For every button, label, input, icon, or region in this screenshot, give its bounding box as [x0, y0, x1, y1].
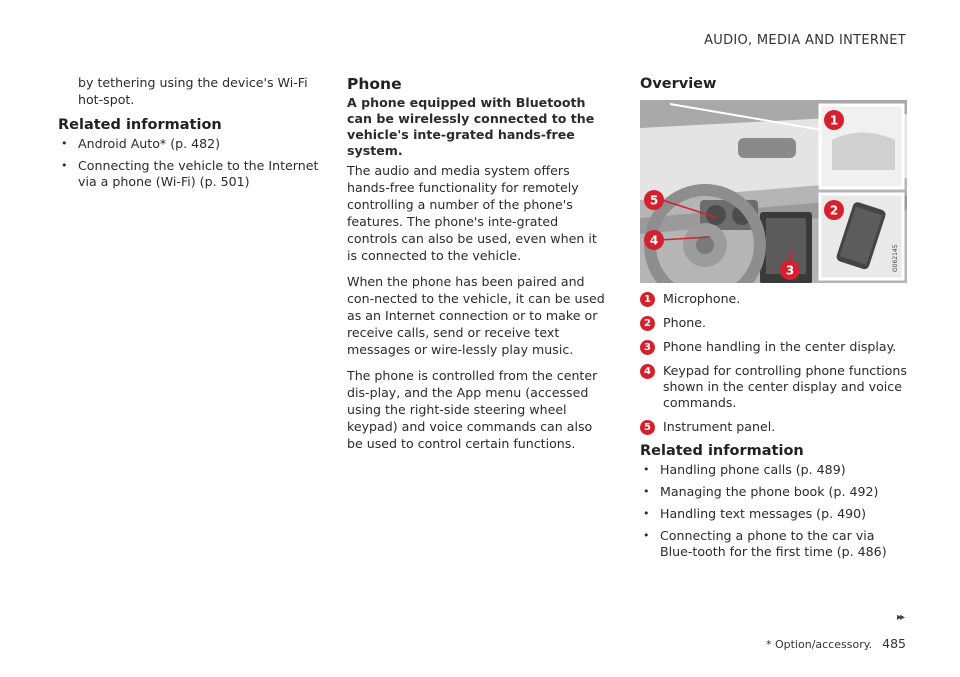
- related-item[interactable]: [640, 484, 908, 500]
- running-header: AUDIO, MEDIA AND INTERNET: [704, 33, 906, 48]
- page-number: 485: [882, 636, 906, 651]
- page-footer: [766, 636, 906, 651]
- dashboard-illustration: [640, 100, 907, 283]
- bullet-icon: •: [643, 485, 650, 498]
- svg-text:5: 5: [649, 193, 659, 208]
- related-item[interactable]: [58, 136, 320, 152]
- related-link[interactable]: Connecting a phone to the car via Blue-tooth for the first time (p. 486): [660, 528, 887, 559]
- bullet-icon: •: [643, 529, 650, 542]
- column-middle: [347, 74, 609, 461]
- continue-arrows-icon: ▸▸: [896, 612, 903, 623]
- legend-item: [640, 363, 908, 411]
- continuation-text: by tethering using the device's Wi-Fi hot-spot.: [78, 75, 308, 107]
- legend-item: [640, 315, 908, 331]
- overview-heading: Overview: [640, 76, 717, 92]
- legend-text: Microphone.: [663, 291, 741, 306]
- svg-text:2: 2: [829, 203, 839, 218]
- callout-4: [644, 230, 664, 250]
- bullet-icon: •: [61, 137, 68, 150]
- callout-3: [780, 260, 800, 280]
- figure-legend: [640, 291, 908, 435]
- footnote: * Option/accessory.: [765, 638, 873, 651]
- svg-text:1: 1: [829, 113, 839, 128]
- section-title: Phone: [347, 75, 402, 93]
- bullet-icon: •: [643, 463, 650, 476]
- related-info-heading: Related information: [58, 117, 222, 133]
- legend-number-badge: 1: [640, 292, 655, 307]
- bullet-icon: •: [643, 507, 650, 520]
- legend-number-badge: 3: [640, 340, 655, 355]
- related-link[interactable]: Android Auto* (p. 482): [78, 136, 221, 151]
- body-paragraph: The phone is controlled from the center dis-play, and the App menu (accessed using the right-side steering wheel keypad) and voice commands can also be used to control certain functions.: [347, 368, 598, 451]
- svg-text:4: 4: [649, 233, 659, 248]
- column-left: [58, 74, 320, 196]
- legend-text: Phone handling in the center display.: [663, 339, 897, 354]
- related-item[interactable]: [640, 462, 908, 478]
- body-paragraph: The audio and media system offers hands-free functionality for remotely controlling a number of the phone's features. The phone's inte-grated controls can also be used, even when it is connected to the vehicle.: [347, 163, 597, 263]
- related-link[interactable]: Managing the phone book (p. 492): [660, 484, 879, 499]
- figure-code: G062145: [892, 244, 899, 272]
- related-item[interactable]: [640, 528, 908, 560]
- lead-paragraph: A phone equipped with Bluetooth can be wirelessly connected to the vehicle's inte-grated hands-free system.: [347, 95, 595, 158]
- related-link[interactable]: Handling phone calls (p. 489): [660, 462, 846, 477]
- legend-text: Phone.: [663, 315, 707, 330]
- legend-text: Keypad for controlling phone functions shown in the center display and voice commands.: [663, 363, 907, 410]
- legend-item: [640, 339, 908, 355]
- related-info-heading: Related information: [640, 443, 804, 459]
- related-list: [58, 136, 320, 190]
- callout-2: [824, 200, 844, 220]
- related-link[interactable]: Connecting the vehicle to the Internet via a phone (Wi-Fi) (p. 501): [78, 158, 319, 189]
- callout-5: [644, 190, 664, 210]
- legend-number-badge: 2: [640, 316, 655, 331]
- bullet-icon: •: [61, 159, 68, 172]
- legend-text: Instrument panel.: [663, 419, 776, 434]
- column-right: [640, 74, 908, 566]
- related-link[interactable]: Handling text messages (p. 490): [660, 506, 867, 521]
- related-item[interactable]: [58, 158, 320, 190]
- related-item[interactable]: [640, 506, 908, 522]
- legend-item: [640, 419, 908, 435]
- related-list: [640, 462, 908, 560]
- body-paragraph: When the phone has been paired and con-nected to the vehicle, it can be used as an Internet connection or to make or receive calls, send or receive text messages or wire-lessly play music.: [347, 274, 605, 357]
- svg-text:3: 3: [785, 263, 795, 278]
- legend-number-badge: 4: [640, 364, 655, 379]
- callout-1: [824, 110, 844, 130]
- legend-number-badge: 5: [640, 420, 655, 435]
- legend-item: [640, 291, 908, 307]
